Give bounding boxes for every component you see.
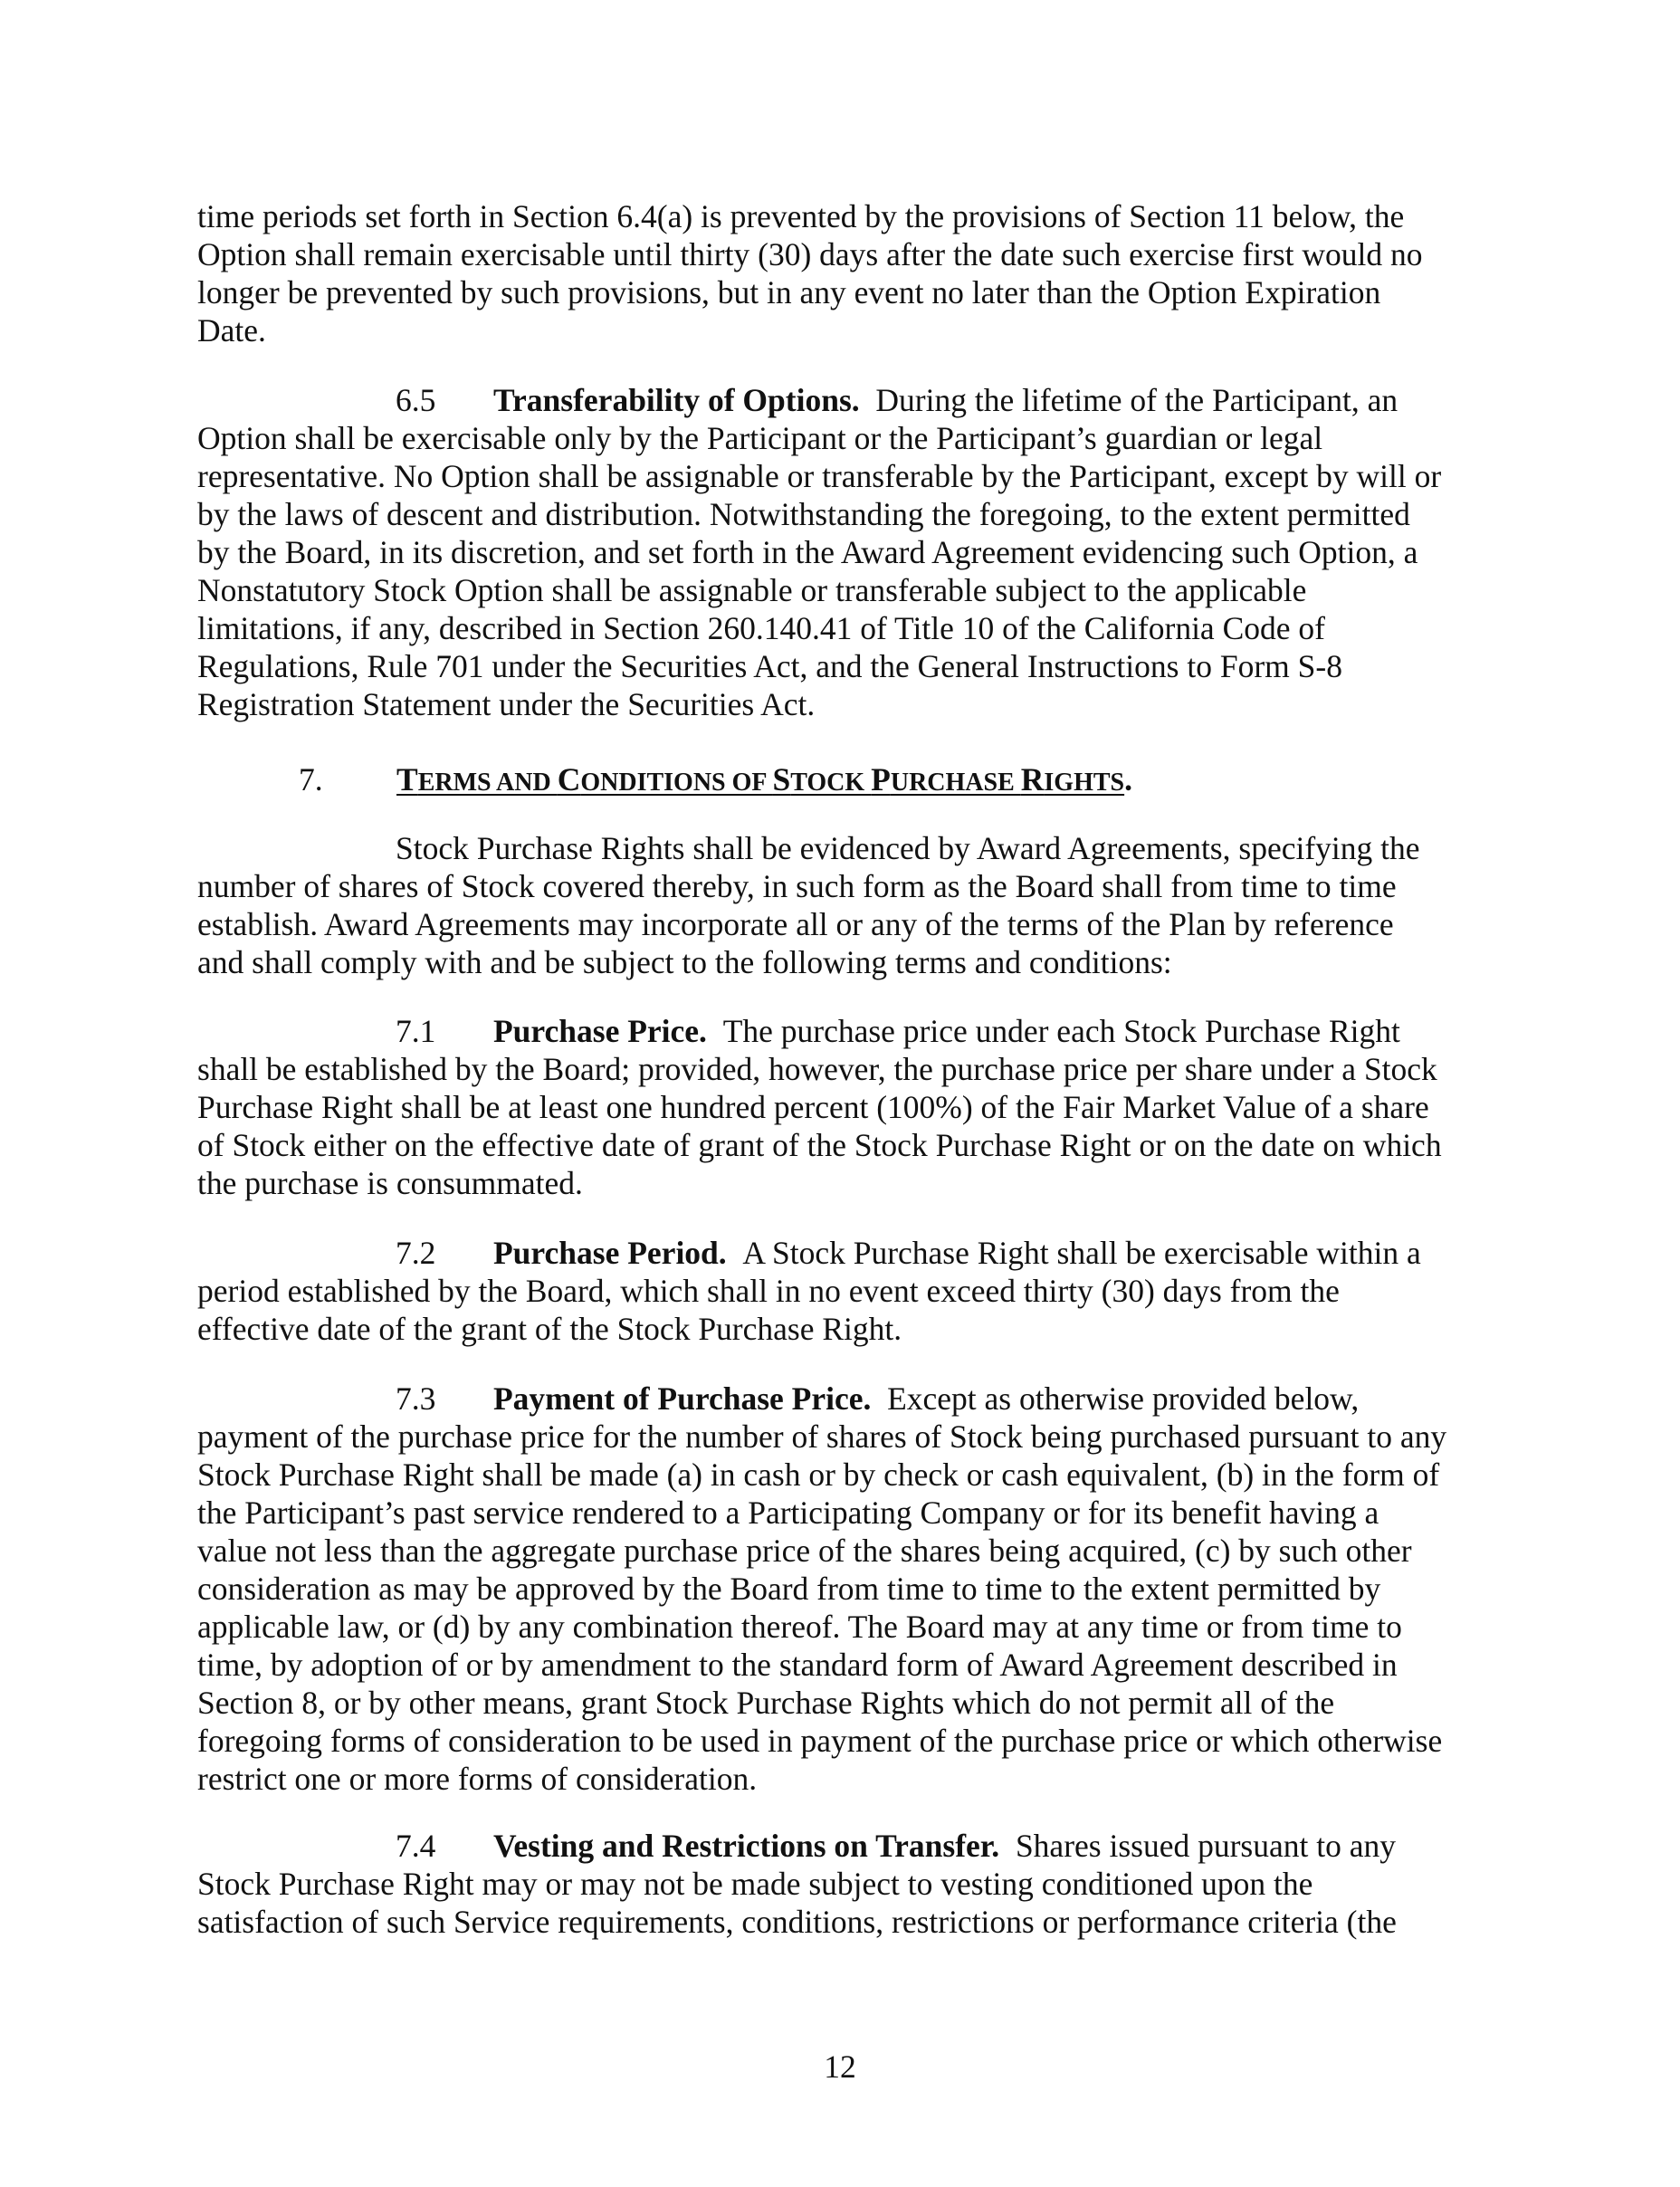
text-line: period established by the Board, which shall in no event exceed thirty (30) days from the (197, 1273, 1340, 1309)
section-title: Vesting and Restrictions on Transfer. (493, 1828, 1000, 1864)
section-first-line-text: A Stock Purchase Right shall be exercisable within a (742, 1235, 1421, 1271)
section-title: Payment of Purchase Price. (493, 1380, 872, 1417)
continuation-paragraph (197, 197, 1483, 349)
text-line: establish. Award Agreements may incorporate all or any of the terms of the Plan by reference (197, 906, 1394, 942)
section-number: 6.5 (396, 382, 436, 418)
text-line: Date. (197, 312, 266, 349)
text-line: Regulations, Rule 701 under the Securities Act, and the General Instructions to Form S-8 (197, 648, 1342, 684)
section-7-1 (197, 1012, 1483, 1202)
section-number: 7.2 (396, 1235, 436, 1271)
section-7-2 (197, 1234, 1483, 1348)
section-first-line-text: During the lifetime of the Participant, an (875, 382, 1398, 418)
section-first-line: Stock Purchase Rights shall be evidenced by Award Agreements, specifying the (396, 830, 1420, 866)
section-heading-title: TERMS AND CONDITIONS OF STOCK PURCHASE RIGHTS (396, 761, 1125, 797)
heading-period: . (1124, 761, 1132, 797)
text-line: limitations, if any, described in Section 260.140.41 of Title 10 of the California Code of (197, 610, 1325, 646)
section-title: Purchase Price. (493, 1013, 707, 1049)
section-first-line (197, 1234, 1483, 1272)
text-line: by the Board, in its discretion, and set forth in the Award Agreement evidencing such Option, a (197, 534, 1418, 570)
text-line: shall be established by the Board; provided, however, the purchase price per share under a Stock (197, 1051, 1437, 1087)
section-number: 7.1 (396, 1013, 436, 1049)
text-line: longer be prevented by such provisions, but in any event no later than the Option Expiration (197, 274, 1381, 310)
section-first-line (197, 1827, 1483, 1865)
section-7-heading (299, 760, 1132, 802)
section-number: 7.4 (396, 1828, 436, 1864)
text-line: applicable law, or (d) by any combination thereof. The Board may at any time or from time to (197, 1609, 1402, 1645)
section-first-line (197, 1012, 1483, 1050)
text-line: representative. No Option shall be assignable or transferable by the Participant, except by will or (197, 458, 1442, 494)
text-line: payment of the purchase price for the number of shares of Stock being purchased pursuant to any (197, 1418, 1447, 1455)
text-line: number of shares of Stock covered thereby, in such form as the Board shall from time to time (197, 868, 1397, 904)
text-line: Purchase Right shall be at least one hundred percent (100%) of the Fair Market Value of a share (197, 1089, 1429, 1125)
text-line: satisfaction of such Service requirements, conditions, restrictions or performance criteria (the (197, 1904, 1397, 1940)
text-line: time, by adoption of or by amendment to the standard form of Award Agreement described in (197, 1647, 1398, 1683)
section-first-line-text: The purchase price under each Stock Purchase Right (722, 1013, 1400, 1049)
section-first-line (197, 381, 1483, 419)
section-7-4 (197, 1827, 1483, 1941)
text-line: Registration Statement under the Securities Act. (197, 686, 816, 722)
text-line: of Stock either on the effective date of grant of the Stock Purchase Right or on the date on which (197, 1127, 1442, 1163)
text-line: and shall comply with and be subject to the following terms and conditions: (197, 944, 1172, 980)
text-line: Option shall remain exercisable until thirty (30) days after the date such exercise first would no (197, 236, 1423, 272)
text-line: the purchase is consummated. (197, 1165, 583, 1201)
text-line: Option shall be exercisable only by the Participant or the Participant’s guardian or legal (197, 420, 1323, 456)
text-line: value not less than the aggregate purchase price of the shares being acquired, (c) by such other (197, 1533, 1412, 1569)
text-line: Stock Purchase Right shall be made (a) in cash or by check or cash equivalent, (b) in the form of (197, 1456, 1440, 1493)
text-line: by the laws of descent and distribution. Notwithstanding the foregoing, to the extent permitted (197, 496, 1410, 532)
section-title: Purchase Period. (493, 1235, 727, 1271)
section-number: 7. (299, 761, 323, 797)
text-line: the Participant’s past service rendered to a Participating Company or for its benefit having a (197, 1495, 1379, 1531)
text-line: effective date of the grant of the Stock Purchase Right. (197, 1311, 902, 1347)
text-line: Stock Purchase Right may or may not be made subject to vesting conditioned upon the (197, 1866, 1313, 1902)
section-7-intro (197, 829, 1483, 981)
section-first-line (197, 1380, 1483, 1418)
section-title: Transferability of Options. (493, 382, 860, 418)
section-number: 7.3 (396, 1380, 436, 1417)
section-6-5 (197, 381, 1483, 723)
text-line: time periods set forth in Section 6.4(a) is prevented by the provisions of Section 11 below, the (197, 198, 1405, 234)
section-first-line-text: Shares issued pursuant to any (1015, 1828, 1396, 1864)
section-first-line-text: Except as otherwise provided below, (887, 1380, 1360, 1417)
section-7-3 (197, 1380, 1483, 1798)
text-line: restrict one or more forms of consideration. (197, 1761, 758, 1797)
text-line: foregoing forms of consideration to be used in payment of the purchase price or which otherwise (197, 1723, 1443, 1759)
text-line: Section 8, or by other means, grant Stock Purchase Rights which do not permit all of the (197, 1685, 1335, 1721)
text-line: Nonstatutory Stock Option shall be assignable or transferable subject to the applicable (197, 572, 1307, 608)
text-line: consideration as may be approved by the Board from time to time to the extent permitted by (197, 1571, 1381, 1607)
page-number: 12 (824, 2049, 856, 2085)
